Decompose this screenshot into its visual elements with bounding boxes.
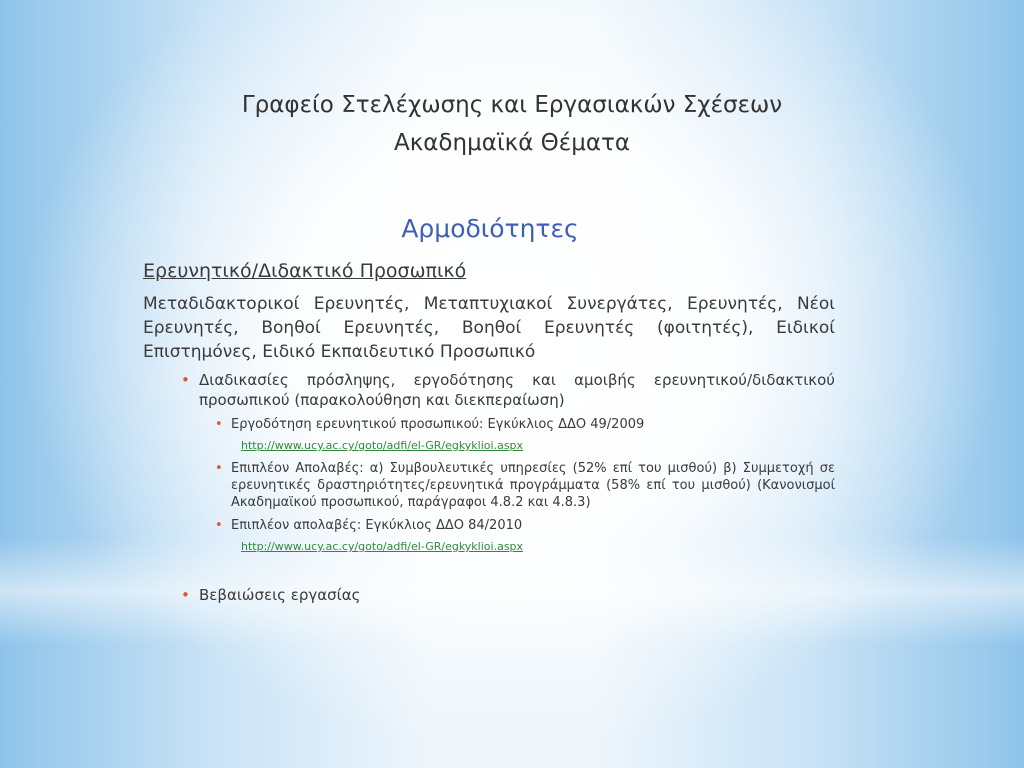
circulars-link-2[interactable]: http://www.ucy.ac.cy/goto/adfi/el-GR/egkyklioi.aspx [241, 540, 524, 553]
bullet-icon: • [215, 417, 223, 432]
slide-content [143, 256, 835, 605]
sub-bullet-extra-benefits-circular [215, 517, 835, 534]
title-line-2: Ακαδημαϊκά Θέματα [393, 130, 631, 156]
staff-categories-paragraph: Μεταδιδακτορικοί Ερευνητές, Μεταπτυχιακοί Συνεργάτες, Ερευνητές, Νέοι Ερευνητές, Βοηθοί Ερευνητές, Βοηθοί Ερευνητές (φοιτητές), Ειδικοί Επιστημόνες, Ειδικό Εκπαιδευτικό Προσωπικό [143, 294, 835, 362]
bullet-icon: • [215, 461, 223, 476]
bullet-text: Διαδικασίες πρόσληψης, εργοδότησης και αμοιβής ερευνητικού/διδακτικού προσωπικού (παρακολούθηση και διεκπεραίωση) [199, 371, 835, 409]
bullet-icon: • [181, 371, 190, 389]
bullet-item-certificates [181, 585, 835, 605]
section-heading: Αρμοδιότητες [401, 214, 579, 243]
sub-bullet-extra-benefits [215, 460, 835, 511]
bullet-item-procedures [181, 370, 835, 410]
sub-bullet-text: Επιπλέον απολαβές: Εγκύκλιος ΔΔΟ 84/2010 [231, 518, 523, 533]
circulars-link-1[interactable]: http://www.ucy.ac.cy/goto/adfi/el-GR/egkyklioi.aspx [241, 439, 524, 452]
sub-bullet-text: Επιπλέον Απολαβές: α) Συμβουλευτικές υπηρεσίες (52% επί του μισθού) β) Συμμετοχή σε ερευνητικές δραστηριότητες/ερευνητικά προγράμματα (58% επί του μισθού) (Κανονισμοί Ακαδημαϊκού προσωπικού, παράγραφοι 4.8.2 και 4.8.3) [231, 461, 835, 510]
slide-title [0, 86, 1024, 162]
subheading: Ερευνητικό/Διδακτικό Προσωπικό [143, 260, 467, 282]
bullet-icon: • [181, 586, 190, 604]
sub-bullet-text: Εργοδότηση ερευνητικού προσωπικού: Εγκύκλιος ΔΔΟ 49/2009 [231, 417, 645, 432]
sub-bullet-employment [215, 416, 835, 433]
bullet-icon: • [215, 518, 223, 533]
bullet-text: Βεβαιώσεις εργασίας [199, 586, 361, 604]
title-line-1: Γραφείο Στελέχωσης και Εργασιακών Σχέσεων [241, 92, 783, 118]
